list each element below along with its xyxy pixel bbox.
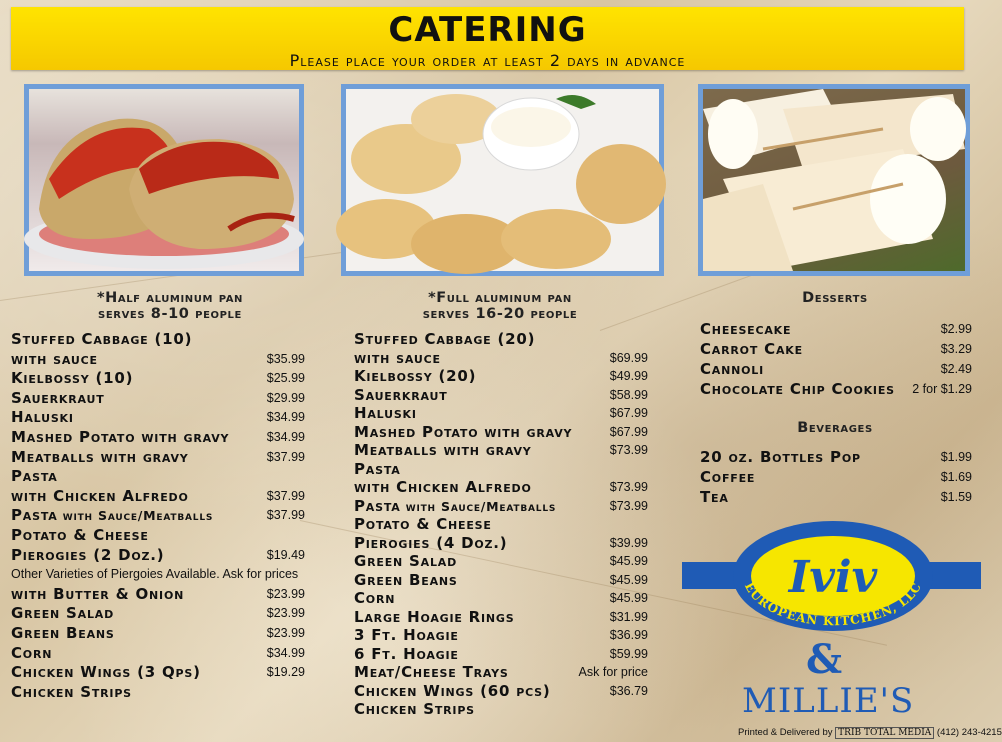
menu-item [11,683,305,703]
menu-item-name [354,534,507,552]
menu-item-name [11,604,114,622]
menu-item-price: $73.99 [609,480,648,494]
menu-item-price: $69.99 [609,350,648,365]
footer-printed-by: Printed & Delivered by [738,727,833,738]
menu-item [700,380,972,400]
menu-item-name [354,589,395,607]
menu-item [700,340,972,360]
menu-item-price: $45.99 [609,572,648,587]
menu-item-name-text: Haluski [11,408,74,427]
menu-item [11,644,305,664]
menu-item-name-text: Green Beans [354,570,458,589]
menu-item-name [354,404,417,422]
menu-item-name-text: Pasta [354,459,401,478]
menu-item-name [354,330,535,348]
menu-item [354,478,648,497]
menu-item-name [354,645,459,663]
menu-item-name [11,506,213,525]
menu-item [354,330,648,349]
logo-wordmark: Iviv [788,552,878,603]
menu-item [11,428,305,448]
menu-item-name [11,428,229,446]
menu-item-name [354,626,459,644]
menu-item-price: $19.29 [266,665,305,680]
menu-item-price: $67.99 [609,424,648,439]
menu-item-price: $58.99 [609,387,648,402]
menu-item [11,389,305,409]
menu-item [700,360,972,380]
menu-item [354,515,648,534]
menu-item [354,608,648,627]
menu-item-name [700,448,861,466]
menu-item [11,624,305,644]
menu-item-price: $2.49 [940,362,972,376]
menu-item-price: $1.69 [940,470,972,484]
menu-item [354,552,648,571]
menu-item-name-text: with Chicken Alfredo [11,486,189,505]
menu-item-price: $35.99 [266,351,305,366]
menu-item-name-text: with Chicken Alfredo [354,478,532,496]
page-subtitle: Please place your order at least 2 days in advance [289,51,686,70]
menu-item-name-detail: with Sauce/Meatballs [57,508,214,524]
menu-item [354,700,648,719]
menu-item [354,534,648,553]
menu-item-name-text: with sauce [354,348,441,367]
menu-item-price: $37.99 [266,488,305,503]
menu-item-name-text: Coffee [700,468,756,486]
menu-item-name-text: Haluski [354,404,417,422]
menu-item-name [11,683,132,701]
menu-item-price: $67.99 [609,406,648,420]
menu-item [700,448,972,468]
menu-item-price: $1.99 [940,450,972,464]
menu-item-name [354,349,441,367]
half-pan-menu [11,330,305,702]
menu-item-name [11,350,98,368]
logo-arc-text: EUROPEAN KITCHEN, LLC [741,579,925,629]
menu-item [354,441,648,460]
menu-item-price: $45.99 [609,591,648,605]
menu-item [354,663,648,682]
menu-item [700,320,972,340]
menu-item-name [700,468,755,486]
menu-item [11,330,305,350]
menu-item [11,546,305,566]
menu-item-price: $23.99 [266,586,305,601]
menu-item-name [11,663,201,681]
menu-item-name [11,526,149,544]
menu-item-price: $3.29 [940,342,972,356]
menu-item-price: $19.49 [266,547,305,562]
menu-item-price: $2.99 [940,322,972,336]
full-pan-heading-line2: serves 16-20 people [422,306,578,322]
menu-item-name-text: Cannoli [700,360,764,378]
menu-item-name-text: Stuffed Cabbage (20) [354,330,536,348]
menu-item-name [354,441,532,459]
menu-item-name [11,487,189,505]
menu-item-name-text: with sauce [11,349,98,368]
full-pan-heading-line1: *Full aluminum pan [428,290,572,306]
menu-item-name [354,386,448,404]
menu-item-price: $25.99 [266,371,305,386]
menu-item [11,506,305,526]
menu-item-name [700,380,895,398]
menu-item-name [354,423,572,441]
menu-item-price: $37.99 [266,508,305,523]
menu-item [11,487,305,507]
menu-item-name-text: Cheesecake [700,320,792,338]
full-pan-menu [354,330,648,719]
menu-item-price: $23.99 [266,625,305,640]
menu-item-price: $29.99 [266,390,305,405]
menu-item-name-text: Corn [11,643,53,662]
full-pan-heading [370,290,630,322]
menu-item-name [11,585,184,603]
menu-item [354,497,648,516]
menu-item-name-text: Green Salad [354,552,458,570]
menu-item [354,645,648,664]
menu-item-name-text: Meatballs with gravy [354,441,532,459]
menu-item-name [11,369,133,387]
menu-item-name [11,330,192,348]
footer-company: TRIB TOTAL MEDIA [835,727,934,739]
menu-item-name-text: 3 Ft. Hoagie [354,626,459,644]
footer-credit [738,727,1002,738]
menu-item-name-text: Pasta [354,496,401,515]
menu-item-price: Ask for price [578,665,648,679]
menu-item-name-text: Meatballs with gravy [11,447,189,466]
menu-item [11,663,305,683]
menu-item [354,349,648,368]
menu-item-name-text: Mashed Potato with gravy [354,422,573,441]
pierogies-photo [341,84,664,276]
menu-item-name-text: Carrot Cake [700,340,803,358]
menu-item [354,367,648,386]
menu-item-name [354,682,551,700]
menu-item-name-text: Mashed Potato with gravy [11,427,230,446]
stuffed-cabbage-photo [24,84,304,276]
menu-item [11,585,305,605]
menu-item-name-text: Chicken Strips [354,700,475,718]
menu-item-name [354,608,515,626]
menu-item [354,682,648,701]
menu-item-price: $39.99 [609,535,648,550]
menu-item-name-text: Pierogies (2 Doz.) [11,545,165,564]
menu-item-name-text: 6 Ft. Hoagie [354,644,459,663]
menu-item-name-text: Potato & Cheese [11,525,149,544]
menu-item-name-text: Tea [700,488,729,506]
menu-item-name-text: Pasta [11,506,58,525]
half-pan-heading-line2: serves 8-10 people [98,306,242,322]
menu-item-name-detail: with Sauce/Meatballs [400,498,557,514]
footer-phone: (412) 243-4215 [936,727,1002,738]
menu-item-name-text: Chicken Strips [11,682,132,701]
menu-item-price: $34.99 [266,645,305,660]
menu-item-name-text: Green Beans [11,623,115,642]
menu-item-name-text: Meat/Cheese Trays [354,663,509,681]
menu-item-name [354,700,475,718]
menu-item [354,571,648,590]
menu-item-name [354,552,457,570]
menu-item-name-text: Kielbossy (20) [354,367,477,385]
menu-item [700,468,972,488]
menu-item [11,467,305,487]
menu-item-name [11,408,74,426]
menu-item-price: $31.99 [609,609,648,624]
menu-item [11,448,305,468]
menu-item-name [354,478,532,496]
menu-item-name-text: Potato & Cheese [354,515,492,533]
menu-item [354,589,648,608]
menu-item-price: $59.99 [609,646,648,661]
menu-item-name [700,360,764,378]
menu-item [354,386,648,405]
menu-item-name [354,497,556,516]
desserts-heading: Desserts [802,290,868,306]
menu-item-name [11,448,189,466]
menu-item-name-text: Corn [354,589,396,607]
menu-item-name-text: 20 oz. Bottles Pop [700,448,861,466]
half-pan-heading [40,290,300,322]
iviv-logo [728,518,938,643]
menu-item-name [354,571,458,589]
menu-item-name [354,663,509,681]
menu-item [11,565,305,585]
menu-item-name [11,644,52,662]
menu-item-name-text: Sauerkraut [354,385,448,404]
menu-item [11,408,305,428]
menu-item-price: $36.79 [609,683,648,698]
menu-item-name-text: Chicken Wings (60 pcs) [354,681,551,700]
menu-item-name-text: with Butter & Onion [11,584,185,603]
menu-item-price: $45.99 [609,554,648,568]
menu-item-name [11,467,58,485]
menu-item-name [11,389,105,407]
menu-item-name [354,367,476,385]
menu-item-price: $23.99 [266,606,305,621]
menu-item-name [11,624,115,642]
menu-item [11,526,305,546]
menu-item-name-text: Kielbossy (10) [11,369,134,388]
desserts-menu [700,320,972,400]
page-title: CATERING [388,10,587,50]
menu-item-price: $73.99 [609,498,648,513]
logo-millies: MILLIE'S [742,681,915,721]
menu-item [11,604,305,624]
half-pan-heading-line1: *Half aluminum pan [96,290,244,306]
logo-ampersand: & [806,636,843,683]
menu-item [700,488,972,508]
menu-item-name-text: Stuffed Cabbage (10) [11,330,193,348]
header-banner [11,7,964,70]
beverages-heading: Beverages [797,420,873,436]
menu-item-price: $34.99 [266,410,305,425]
menu-item [11,350,305,370]
menu-item [354,423,648,442]
menu-item-price: 2 for $1.29 [912,382,972,396]
menu-item-name [354,515,492,533]
menu-item-name-text: Pasta [11,467,58,486]
menu-item [354,460,648,479]
menu-item-name [11,546,164,564]
menu-item-price: $1.59 [940,490,972,504]
menu-item-price: $37.99 [266,449,305,464]
menu-item-price: $34.99 [266,429,305,444]
menu-item-name [700,488,729,506]
menu-item-name-text: Pierogies (4 Doz.) [354,533,508,552]
cannoli-photo [698,84,970,276]
menu-item-name-text: Green Salad [11,604,115,623]
menu-item [354,626,648,645]
menu-item-name-text: Large Hoagie Rings [354,607,515,626]
menu-item-price: $36.99 [609,628,648,642]
menu-item-name-text: Chicken Wings (3 Qps) [11,663,201,682]
menu-item-name [354,460,401,478]
menu-item-name [700,340,803,358]
menu-item-price: $73.99 [609,443,648,457]
menu-note: Other Varieties of Piergoies Available. Ask for prices [11,567,299,582]
menu-item-name-text: Sauerkraut [11,388,105,407]
menu-item [354,404,648,423]
menu-item-name-text: Chocolate Chip Cookies [700,380,895,398]
menu-item-price: $49.99 [609,369,648,383]
menu-item-name [700,320,791,338]
beverages-menu [700,448,972,508]
menu-item [11,369,305,389]
